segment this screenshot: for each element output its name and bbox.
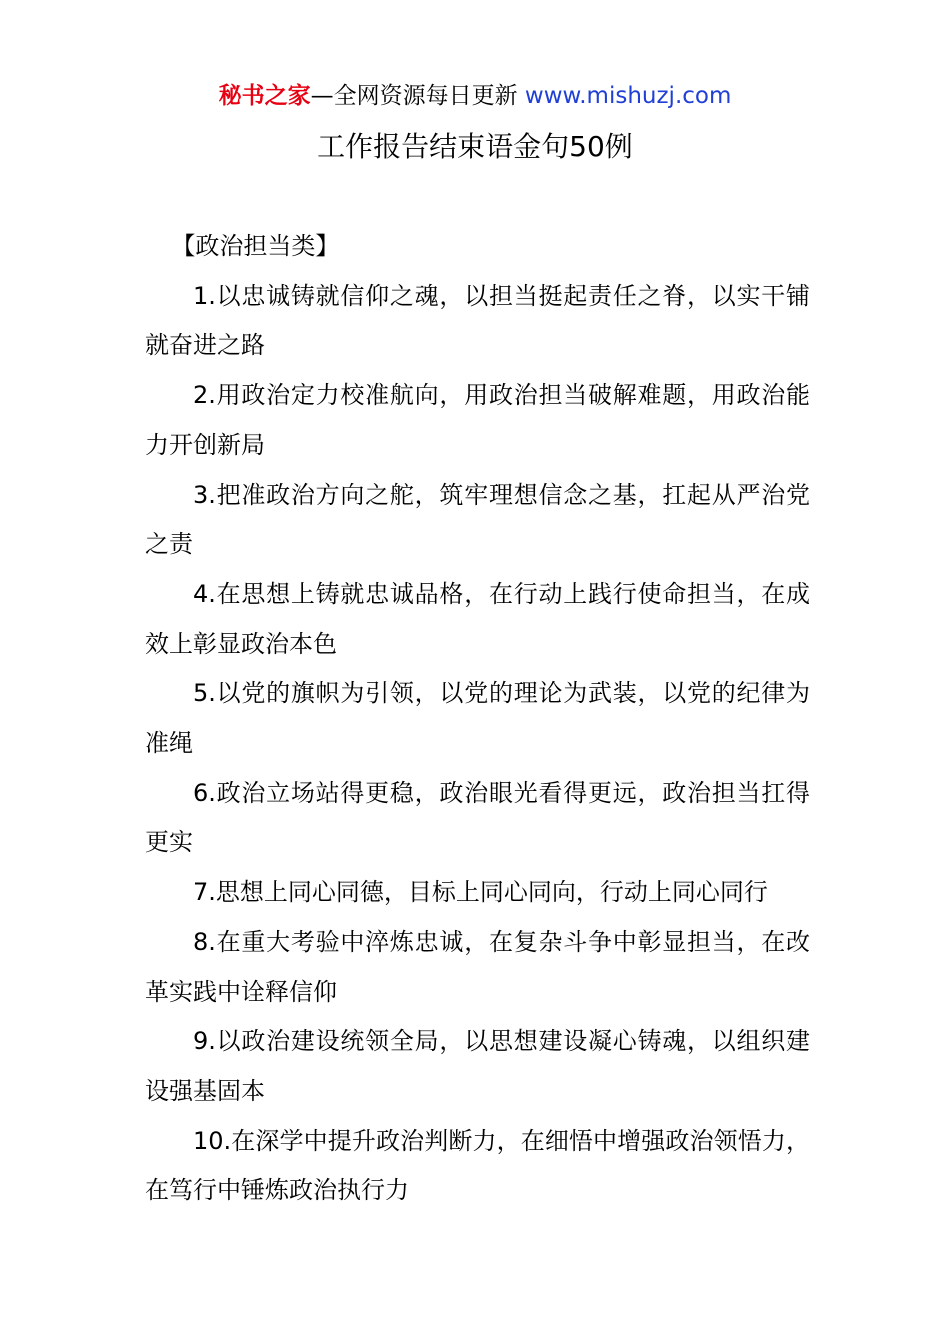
site-brand: 秘书之家 (218, 83, 311, 109)
site-url-link[interactable]: www.mishuzj.com (524, 83, 732, 109)
document-title: 工作报告结束语金句50例 (317, 130, 633, 163)
list-item: 8.在重大考验中淬炼忠诚，在复杂斗争中彰显担当，在改革实践中诠释信仰 (145, 927, 810, 1006)
site-tagline: —全网资源每日更新 (310, 83, 518, 109)
list-item: 6.政治立场站得更稳，政治眼光看得更远，政治担当扛得更实 (145, 778, 810, 857)
list-item: 7.思想上同心同德，目标上同心同向，行动上同心同行 (193, 878, 768, 907)
list-item: 3.把准政治方向之舵，筑牢理想信念之基，扛起从严治党之责 (145, 480, 810, 559)
list-item: 4.在思想上铸就忠诚品格，在行动上践行使命担当，在成效上彰显政治本色 (145, 579, 810, 658)
list-item: 10.在深学中提升政治判断力，在细悟中增强政治领悟力，在笃行中锤炼政治执行力 (145, 1126, 810, 1205)
list-item: 1.以忠诚铸就信仰之魂，以担当挺起责任之脊，以实干铺就奋进之路 (145, 281, 810, 360)
list-item: 2.用政治定力校准航向，用政治担当破解难题，用政治能力开创新局 (145, 381, 810, 459)
section-heading: 【政治担当类】 (171, 232, 340, 260)
list-item: 9.以政治建设统领全局，以思想建设凝心铸魂，以组织建设强基固本 (145, 1027, 810, 1105)
document-body (145, 222, 810, 1216)
list-item: 5.以党的旗帜为引领，以党的理论为武装，以党的纪律为准绳 (145, 679, 810, 758)
site-header (0, 80, 950, 112)
